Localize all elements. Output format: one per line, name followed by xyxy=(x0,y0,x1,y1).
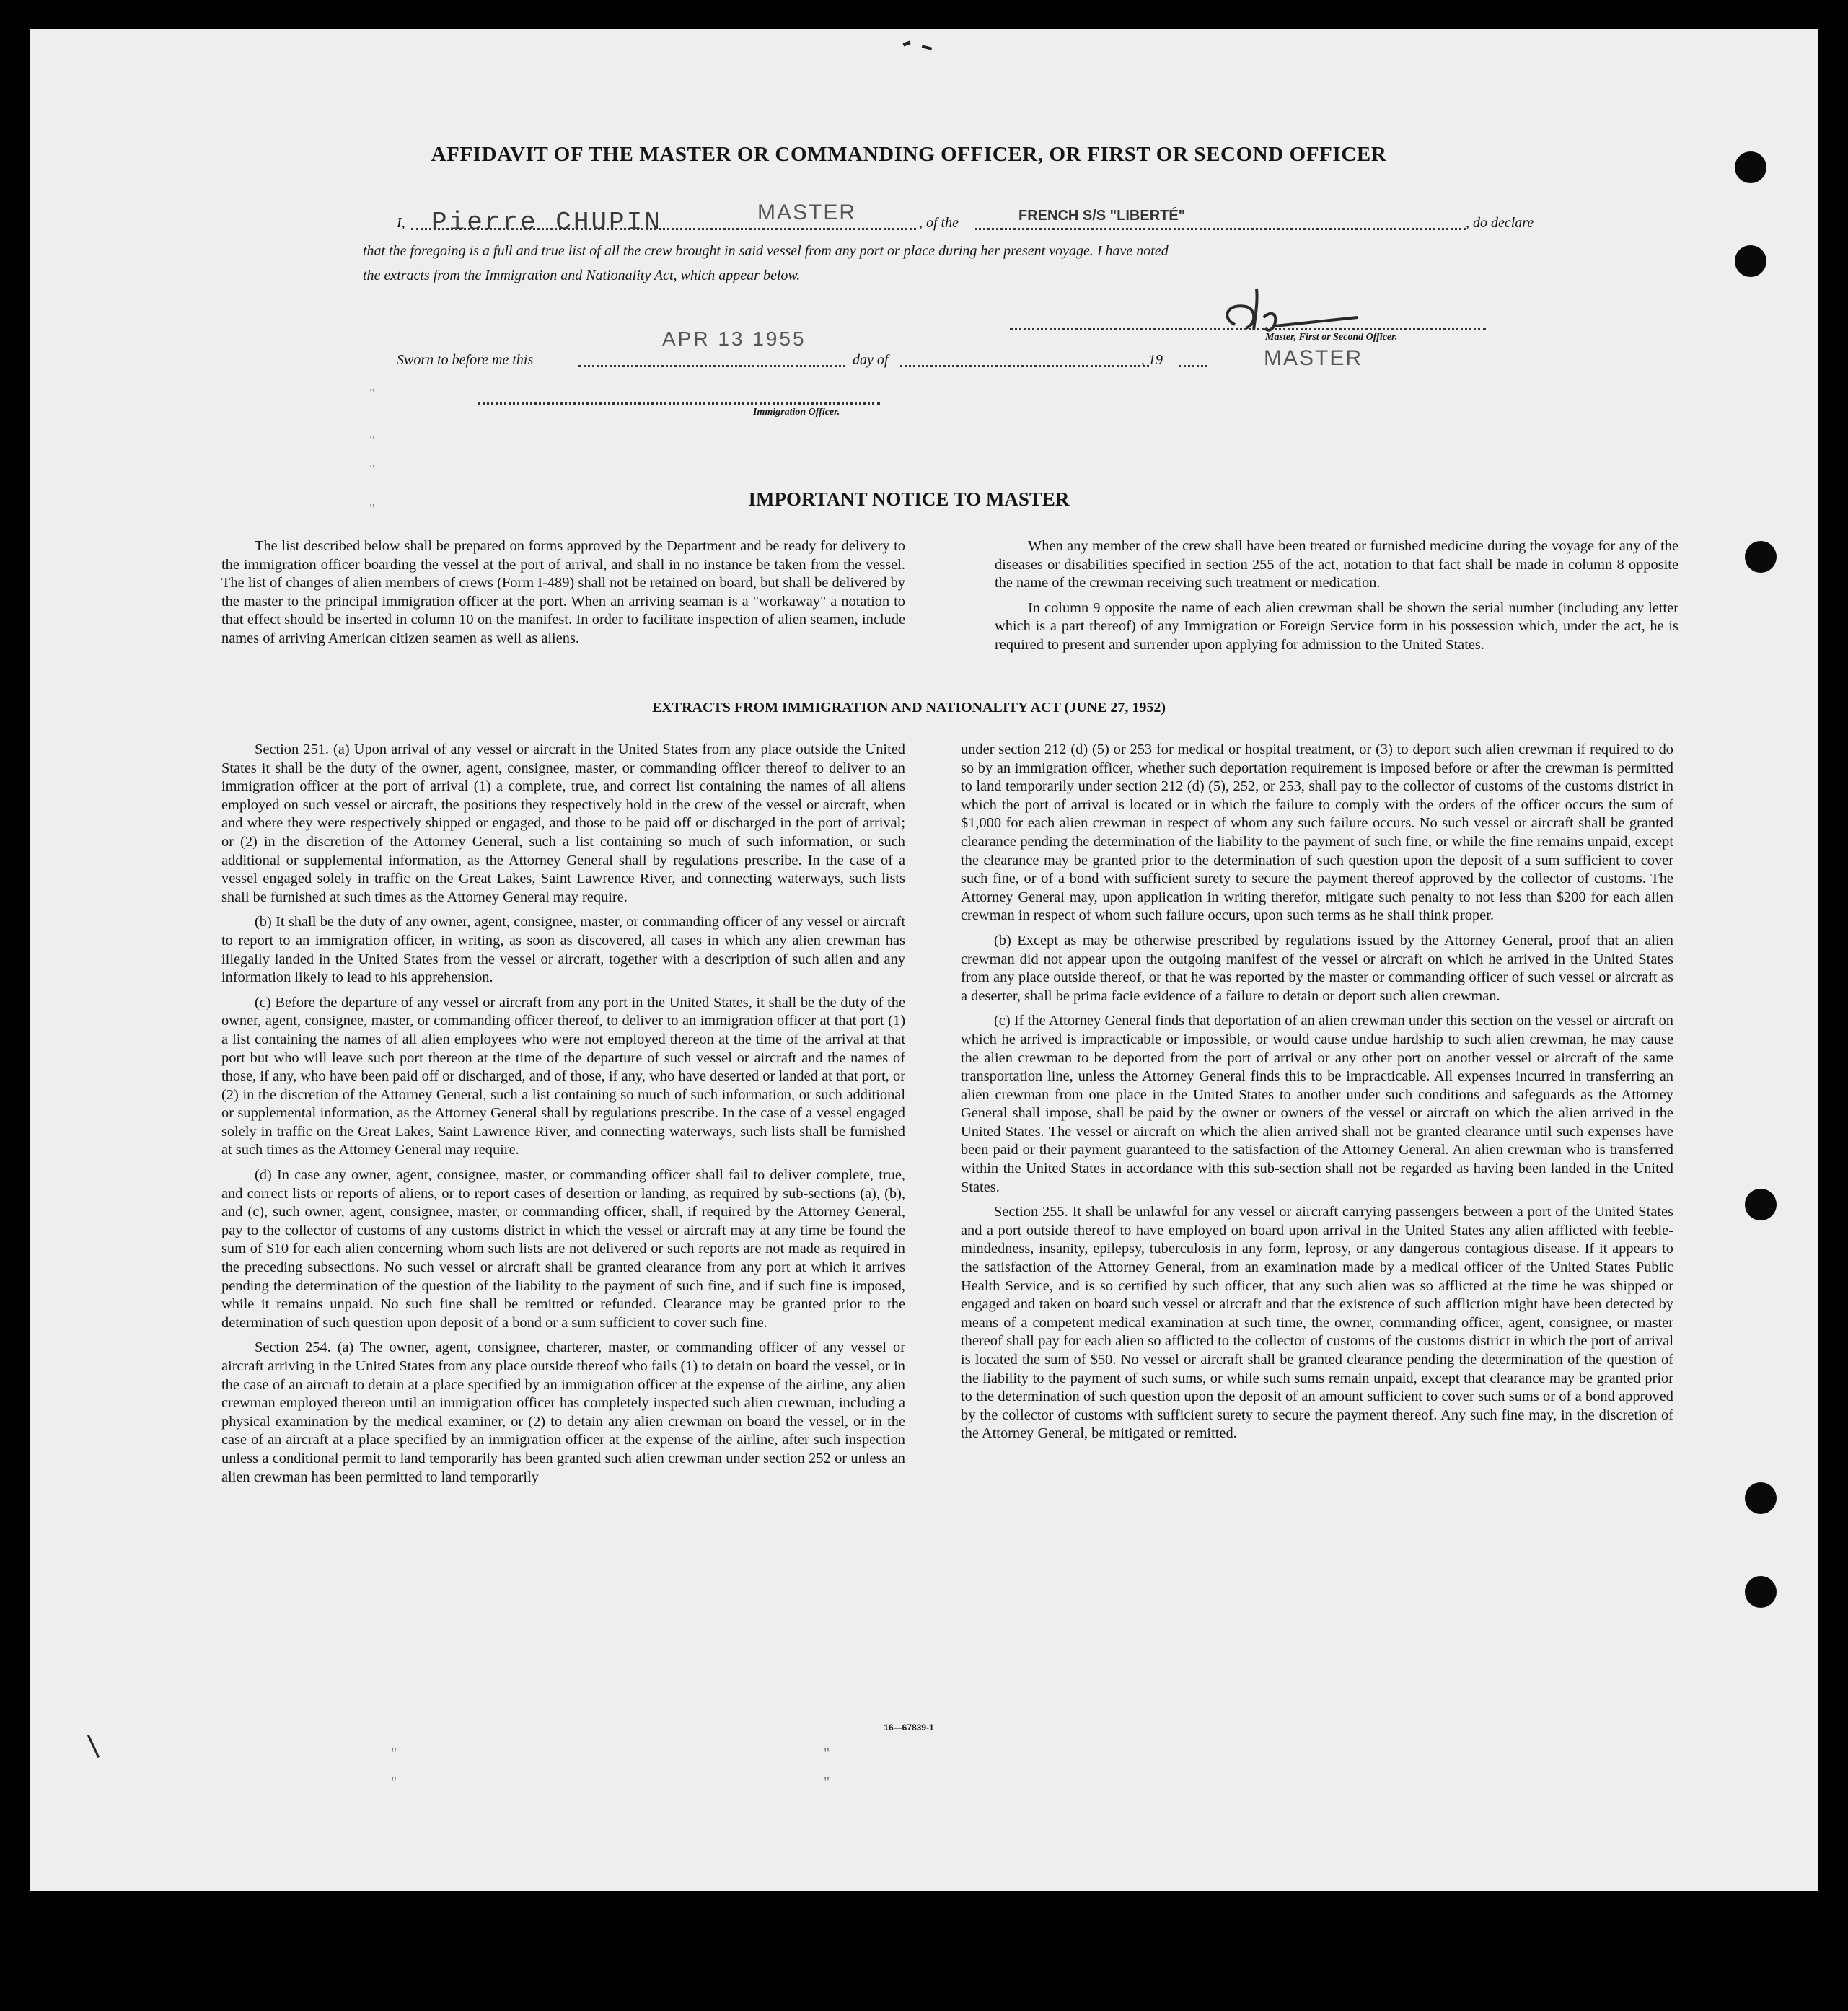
extracts-right-column xyxy=(961,741,1673,1450)
vessel-line xyxy=(975,228,1466,230)
scan-mark xyxy=(87,1735,100,1758)
extract-paragraph: Section 255. It shall be unlawful for any vessel or aircraft carrying passengers between a port of the United States and a port outside thereof to have employed on board upon arrival in the United States any alien afflicted with feeble-mindedness, insanity, epilepsy, tuberculosis in any form, leprosy, or any dangerous contagious disease. If it appears to the satisfaction of the Attorney General, from an examination made by a medical officer of the United States Public Health Service, and is so certified by such officer, that any such alien was so afflicted at the time he was shipped or engaged and taken on board such vessel or aircraft and that the existence of such affliction might have been detected by means of a competent medical examination at such time, the owner, commanding officer, agent, consignee, or master thereof shall pay for each alien so afflicted to the collector of customs of the customs district in which the port of arrival is located the sum of $50. No vessel or aircraft shall be granted clearance pending the determination of the question of the liability to the payment of such sums, or while such sums remain unpaid, except that clearance may be granted prior to the determination of such question upon the deposit of an amount sufficient to cover such sums or of a bond approved by the collector of customs with sufficient surety to secure the payment thereof. Any such fine may, in the discretion of the Attorney General, be mitigated or remitted. xyxy=(961,1204,1673,1442)
of-the-label: , of the xyxy=(919,215,959,231)
extracts-title: EXTRACTS FROM IMMIGRATION AND NATIONALITY ACT (JUNE 27, 1952) xyxy=(651,700,1166,716)
notice-paragraph: In column 9 opposite the name of each alien crewman shall be shown the serial number (including any letter which is a part thereof) of any Immigration or Foreign Service form in his possession which, under the act, he is required to present and surrender upon applying for admission to the United States. xyxy=(995,599,1678,653)
notice-title: IMPORTANT NOTICE TO MASTER xyxy=(748,488,1070,510)
sworn-day-line xyxy=(578,365,845,367)
do-declare-label: , do declare xyxy=(1466,215,1534,231)
punch-hole xyxy=(1745,541,1777,573)
notice-paragraph: The list described below shall be prepared on forms approved by the Department and be ready for delivery to the immigration officer boarding the vessel at the port of arrival, and shall in no instance be taken from the vessel. The list of changes of alien members of crews (Form I-489) shall not be retained on board, but shall be delivered by the master to the principal immigration officer at the port. When an arriving seaman is a "workaway" a notation to that effect should be inserted in column 10 on the manifest. In order to facilitate inspection of alien seamen, include names of arriving American citizen seamen as well as aliens. xyxy=(221,538,905,646)
extract-paragraph: (b) It shall be the duty of any owner, agent, consignee, master, or commanding officer of any vessel or aircraft to report to an immigration officer, in writing, as soon as discovered, all cases in which any alien crewman has illegally landed in the United States from the vessel or aircraft, together with a description of such alien and any information likely to lead to his apprehension. xyxy=(221,914,905,986)
date-stamp: APR 13 1955 xyxy=(662,327,806,350)
punch-hole xyxy=(1745,1189,1777,1220)
extracts-left-column xyxy=(221,741,905,1493)
scan-mark xyxy=(922,45,933,50)
i-label: I, xyxy=(397,215,405,231)
ditto-mark: " xyxy=(369,433,376,449)
notice-right-column xyxy=(995,537,1678,661)
master-name-handwritten: Pierre CHUPIN xyxy=(431,208,662,237)
ditto-mark: " xyxy=(391,1746,397,1761)
punch-hole xyxy=(1735,245,1766,277)
punch-hole xyxy=(1745,1482,1777,1514)
sworn-label: Sworn to before me this xyxy=(397,352,534,368)
document-sheet xyxy=(30,29,1818,1891)
ditto-mark: " xyxy=(369,386,376,402)
extract-paragraph: (d) In case any owner, agent, consignee, master, or commanding officer shall fail to deliver complete, true, and correct lists or reports of aliens, or to report cases of desertion or landing, as required by sub-sections (a), (b), and (c), such owner, agent, consignee, master, or commanding officer, shall, if required by the Attorney General, pay to the collector of customs of any customs district in which the vessel or aircraft may at any time be found the sum of $10 for each alien concerning whom such lists are not delivered or such reports are not made as required in the preceding subsections. No such vessel or aircraft shall be granted clearance from any port at which it arrives pending the determination of the question of the liability to the payment of such fine, and if such fine is imposed, while it remains unpaid. No such fine shall be remitted or refunded. Clearance may be granted prior to the determination of such question upon deposit of a bond or a sum sufficient to cover such fine. xyxy=(221,1167,905,1331)
extract-paragraph: under section 212 (d) (5) or 253 for medical or hospital treatment, or (3) to deport such alien crewman if required to do so by an immigration officer, whether such deportation requirement is imposed before or after the crewman is permitted to land temporarily under section 212 (d) (5), 252, or 253, shall pay to the collector of customs of the customs district in which the port of arrival is located or in which the failure to comply with the orders of the officer occurs the sum of $1,000 for each alien crewman in respect of whom any such failure occurs. No such vessel or aircraft shall be granted clearance pending the determination of the liability to the payment of such fine, or while the fine remains unpaid, except the clearance may be granted prior to the determination of such question upon the deposit of a sum sufficient to cover such fine, or of a bond with sufficient surety to secure the payment thereof approved by the collector of customs. The Attorney General may, upon application in writing therefor, mitigate such penalty to not less than $200 for each alien crewman in respect of whom such failure occurs, upon such terms as he shall think proper. xyxy=(961,742,1673,924)
notice-left-column xyxy=(221,537,905,655)
ditto-mark: " xyxy=(824,1774,830,1790)
ditto-mark: " xyxy=(824,1746,830,1761)
extract-paragraph: (c) If the Attorney General finds that deportation of an alien crewman under this section on the vessel or aircraft on which he arrived is impracticable or impossible, or would cause undue hardship to such alien crewman, he may cause the alien crewman to be deported from the port of arrival or any other port on another vessel or aircraft of the same transportation line, unless the Attorney General finds this to be impracticable. All expenses incurred in transferring an alien crewman from one place in the United States to another under such conditions and safeguards as the Attorney General shall impose, shall be paid by the owner or owners of the vessel or aircraft on which the alien arrived in the United States. The vessel or aircraft on which the alien arrived shall not be granted clearance until such expenses have been paid or their payment guaranteed to the satisfaction of the Attorney General. An alien crewman who is transferred within the United States in accordance with this sub-section shall not be regarded as having been landed in the United States. xyxy=(961,1013,1673,1195)
form-number: 16—67839-1 xyxy=(884,1722,934,1733)
ditto-mark: " xyxy=(369,501,376,517)
year-line xyxy=(1179,365,1207,367)
affidavit-title: AFFIDAVIT OF THE MASTER OR COMMANDING OFFICER, OR FIRST OR SECOND OFFICER xyxy=(431,143,1387,166)
day-of-label: day of xyxy=(853,352,889,368)
extract-paragraph: (c) Before the departure of any vessel or aircraft from any port in the United States, it shall be the duty of the owner, agent, consignee, master, or commanding officer thereof, to deliver to an immigration officer at that port (1) a list containing the names of all alien employees who were not employed thereon at the time of the arrival at that port but who will leave such port thereon at the time of the departure of such vessel or aircraft and the names of those, if any, who have been paid off or discharged, and of those, if any, who have deserted or landed at that port, or (2) in the discretion of the Attorney General, such a list containing so much of such information, or such additional or supplemental information, as the Attorney General shall by regulations prescribe. In the case of a vessel engaged solely in traffic on the Great Lakes, Saint Lawrence River, and connecting waterways, such lists shall be furnished at such times as the Attorney General may require. xyxy=(221,994,905,1158)
notice-paragraph: When any member of the crew shall have been treated or furnished medicine during the voyage for any of the diseases or disabilities specified in section 255 of the act, notation to that fact shall be made in column 8 opposite the name of the crewman receiving such treatment or medication. xyxy=(995,538,1678,591)
extract-paragraph: Section 251. (a) Upon arrival of any vessel or aircraft in the United States from any place outside the United States it shall be the duty of the owner, agent, consignee, master, or commanding officer thereof to deliver to an immigration officer at the port of arrival (1) a complete, true, and correct list containing the names of all aliens employed on such vessel or aircraft, the positions they respectively hold in the crew of the vessel or aircraft, when and where they were respectively shipped or engaged, and those to be paid off or discharged in the port of arrival; or (2) in the discretion of the Attorney General, such a list containing so much of such information, or such additional or supplemental information, as the Attorney General shall by regulations prescribe. In the case of a vessel engaged solely in traffic on the Great Lakes, Saint Lawrence River, and connecting waterways, such lists shall be furnished at such times as the Attorney General may require. xyxy=(221,742,905,905)
officer-signature-line xyxy=(1010,328,1486,330)
officer-caption: Master, First or Second Officer. xyxy=(1265,332,1398,343)
ditto-mark: " xyxy=(369,462,376,478)
ditto-mark: " xyxy=(391,1774,397,1790)
extract-paragraph: Section 254. (a) The owner, agent, consignee, charterer, master, or commanding officer of any vessel or aircraft arriving in the United States from any place outside thereof who fails (1) to detain on board the vessel, or in the case of an aircraft to detain at a place specified by an immigration officer at the expense of the airline, any alien crewman employed thereon until an immigration officer has completely inspected such alien crewman, including a physical examination by the medical examiner, or (2) to detain any alien crewman on board the vessel, or in the case of an aircraft at a place specified by an immigration officer at the expense of the airline, after such inspection unless a conditional permit to land temporarily has been granted such alien crewman under section 252 or unless an alien crewman has been permitted to land temporarily xyxy=(221,1339,905,1485)
declaration-line-1: that the foregoing is a full and true list of all the crew brought in said vessel from any port or place during her present voyage. I have noted xyxy=(363,243,1169,259)
master-stamp: MASTER xyxy=(757,201,857,224)
immigration-officer-line xyxy=(478,402,880,405)
year-label: , 19 xyxy=(1141,352,1163,368)
scan-mark xyxy=(902,40,910,46)
extract-paragraph: (b) Except as may be otherwise prescribed by regulations issued by the Attorney General, proof that an alien crewman did not appear upon the outgoing manifest of the vessel or aircraft on which he arrived in the United States from any place outside thereof, or that he was reported by the master or commanding officer of such vessel or aircraft as a deserter, shall be prima facie evidence of a failure to detain or deport such alien crewman. xyxy=(961,932,1673,1004)
punch-hole xyxy=(1745,1576,1777,1608)
master-stamp-bottom: MASTER xyxy=(1264,346,1363,370)
month-line xyxy=(900,365,1149,367)
immigration-officer-caption: Immigration Officer. xyxy=(753,407,840,418)
declaration-line-2: the extracts from the Immigration and Nationality Act, which appear below. xyxy=(363,268,801,283)
vessel-name: FRENCH S/S "LIBERTÉ" xyxy=(1018,208,1186,224)
